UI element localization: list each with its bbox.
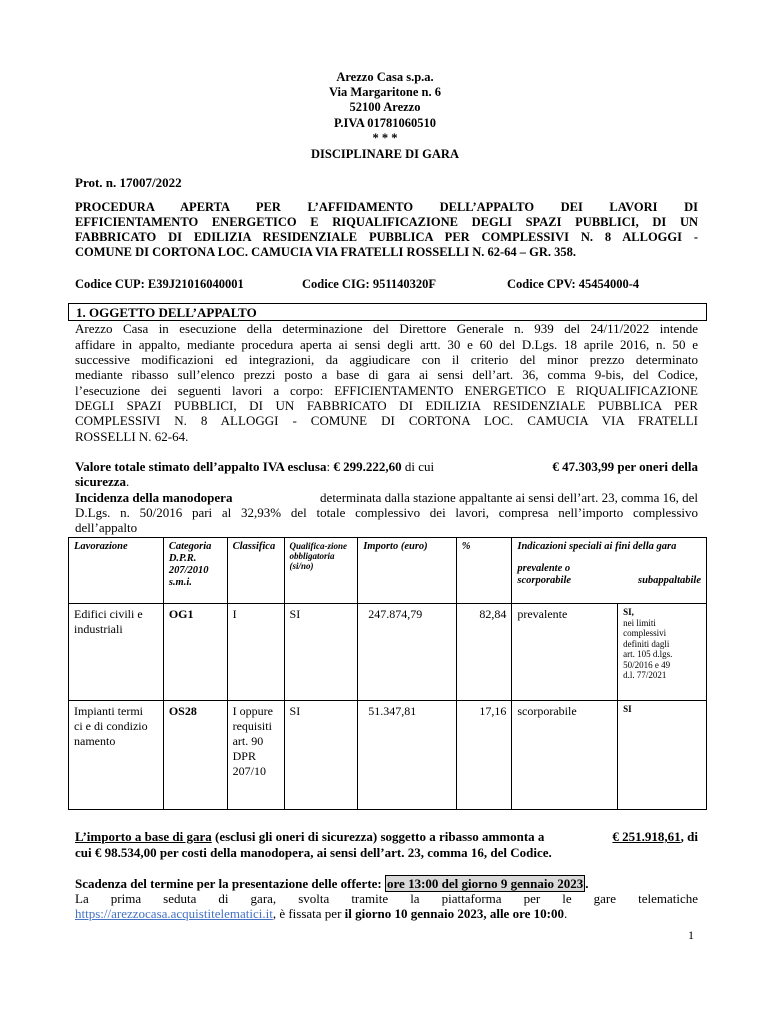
valore-oneri: € 47.303,99 per oneri della: [552, 459, 698, 474]
incidenza-label: Incidenza della manodopera: [75, 490, 233, 505]
body-line-8: ROSSELLI N. 62-64.: [75, 429, 189, 444]
col-qualificazione: Qualifica-zione obbligatoria (si/no): [284, 538, 358, 604]
body-line-4: mediante ribasso sull’elenco prezzi posto a base di gara ai sensi dell’art. 36, comma 9-bis, del Codice,: [75, 367, 698, 382]
row1-sub-note: nei limiti complessivi definiti dagli art. 105 d.lgs. 50/2016 e 49 d.l. 77/2021: [623, 617, 673, 680]
table-row: [69, 604, 707, 701]
row2-sub-head: SI: [623, 704, 632, 714]
row2-importo: 51.347,81: [358, 701, 456, 810]
col-classifica: Classifica: [227, 538, 284, 604]
company-name: Arezzo Casa s.p.a.: [336, 70, 434, 84]
seduta-line-1: La prima seduta di gara, svolta tramite la piattaforma per le gare telematiche: [75, 891, 698, 906]
table-header-row: [69, 538, 707, 604]
importo-line-2: cui € 98.534,00 per costi della manodopera, ai sensi dell’art. 23, comma 16, del Codice.: [75, 845, 552, 860]
row1-subappaltabile: [618, 604, 707, 701]
row1-importo: 247.874,79: [358, 604, 456, 701]
body-line-5: l’esecuzione dei seguenti lavori a corpo: EFFICIENTAMENTO ENERGETICO E RIQUALIFICAZIONE: [75, 383, 698, 398]
incidenza-line-1: [75, 490, 698, 506]
lavorazioni-table: [68, 537, 707, 810]
col-subappaltabile: subappaltabile: [637, 575, 701, 586]
row2-percent: 17,16: [456, 701, 512, 810]
row1-classifica: I: [227, 604, 284, 701]
piattaforma-link[interactable]: https://arezzocasa.acquistitelematici.it: [75, 906, 273, 921]
row1-qualificazione: SI: [284, 604, 358, 701]
code-cup: Codice CUP: E39J21016040001: [75, 277, 244, 291]
col-indicazioni-title: Indicazioni speciali ai fini della gara: [517, 541, 677, 552]
procedure-title-line-4: COMUNE DI CORTONA LOC. CAMUCIA VIA FRATELLI ROSSELLI N. 62-64 – GR. 358.: [75, 245, 577, 259]
company-city: 52100 Arezzo: [349, 100, 421, 114]
code-cig: Codice CIG: 951140320F: [302, 277, 437, 291]
valore-line: Valore totale stimato dell’appalto IVA esclusa: € 299.222,60 di cui € 47.303,99 per oneri della: [75, 459, 698, 474]
code-cpv: Codice CPV: 45454000-4: [507, 277, 640, 291]
row1-percent: 82,84: [456, 604, 512, 701]
importo-label: L’importo a base di gara: [75, 829, 212, 844]
scadenza-label: Scadenza del termine per la presentazione delle offerte: [75, 876, 378, 891]
incidenza-line-2: D.Lgs. n. 50/2016 pari al 32,93% del totale complessivo dei lavori, compresa nell’importo complessivo: [75, 505, 698, 520]
row2-classifica: I oppure requisiti art. 90 DPR 207/10: [227, 701, 284, 810]
body-line-3: successive modificazioni ed integrazioni, da aggiudicare con il criterio del minor prezzo determinato: [75, 352, 698, 367]
page-number: 1: [688, 928, 694, 942]
row2-categoria: OS28: [163, 701, 227, 810]
row1-sub-head: SI,: [623, 607, 634, 617]
row2-qualificazione: SI: [284, 701, 358, 810]
row2-tipo: scorporabile: [512, 701, 618, 810]
seduta-mid: , è fissata per: [272, 906, 342, 921]
separator-stars: * * *: [372, 131, 398, 145]
section-heading-box: [68, 303, 707, 321]
seduta-date: il giorno 10 gennaio 2023, alle ore 10:00: [344, 906, 564, 921]
body-line-7: COMPLESSIVI N. 8 ALLOGGI - COMUNE DI CORTONA LOC. CAMUCIA VIA FRATELLI: [75, 413, 698, 428]
incidenza-text-1: determinata dalla stazione appaltante ai sensi dell’art. 23, comma 16, del: [320, 490, 698, 505]
document-title: DISCIPLINARE DI GARA: [311, 147, 459, 161]
col-importo: Importo (euro): [358, 538, 456, 604]
protocol-number: Prot. n. 17007/2022: [75, 175, 182, 190]
company-street: Via Margaritone n. 6: [328, 85, 442, 99]
seduta-line-2: https://arezzocasa.acquistitelematici.it, è fissata per il giorno 10 gennaio 2023, alle ore 10:00.: [75, 906, 568, 921]
col-lavorazione: Lavorazione: [69, 538, 164, 604]
col-categoria: Categoria D.P.R. 207/2010 s.m.i.: [163, 538, 227, 604]
valore-label: Valore totale stimato dell’appalto IVA esclusa: [75, 459, 327, 474]
row1-tipo: prevalente: [512, 604, 618, 701]
importo-mid: (esclusi gli oneri di sicurezza) soggetto a ribasso ammonta a: [215, 829, 545, 844]
valore-mid: di cui: [404, 459, 435, 474]
col-indicazioni: [512, 538, 707, 604]
col-prevalente: prevalente o scorporabile: [517, 563, 572, 586]
importo-amount: € 251.918,61: [612, 829, 681, 844]
document-page: Arezzo Casa s.p.a. Via Margaritone n. 6 52100 Arezzo P.IVA 01781060510 * * * DISCIPLINARE DI GARA Prot. n. 17007/2022 PROCEDURA APERTA PER L’AFFIDAMENTO DELL’APPALTO DEI LAVORI DI EFFICIENTAMENTO ENERGETICO E RIQUALIFICAZIONE DEGLI SPAZI PUBBLICI, DI UN FABBRICATO DI EDILIZIA RESIDENZIALE PUBBLICA PER COMPLESSIVI N. 8 ALLOGGI - COMUNE DI CORTONA LOC. CAMUCIA VIA FRATELLI ROSSELLI N. 62-64 – GR. 358. Codice CUP: E39J21016040001 Codice CIG: 951140320F Codice CPV: 45454000-4 1. OGGETTO DELL’APPALTO Arezzo Casa in esecuzione della determinazione del Direttore Generale n. 939 del 24/11/2022 intende affidare in appalto, mediante procedura aperta ai sensi degli artt. 30 e 60 del D.Lgs. 18 aprile 2016, n. 50 e successive modificazioni ed integrazioni, da aggiudicare con il criterio del minor prezzo determinato mediante ribasso sull’elenco prezzi posto a base di gara ai sensi dell’art. 36, comma 9-bis, del Codice, l’esecuzione dei seguenti lavori a corpo: EFFICIENTAMENTO ENERGETICO E RIQUALIFICAZIONE DEGLI SPAZI PUBBLICI, DI UN FABBRICATO DI EDILIZIA RESIDENZIALE PUBBLICA PER COMPLESSIVI N. 8 ALLOGGI - COMUNE DI CORTONA LOC. CAMUCIA VIA FRATELLI ROSSELLI N. 62-64. Valore totale stimato dell’appalto IVA esclusa: € 299.222,60 di cui € 47.303,99 per oneri della sicurezza. Incidenza della manodopera determinata dalla stazione appaltante ai sensi dell’art. 23, comma 16, del D.Lgs. n. 50/2016 pari al 32,93% del totale complessivo dei lavori, compresa nell’importo complessivo dell’appalto Lavorazione Categoria D.P.R. 207/2010 s.m.i. Classifica Qualifica-zione obbligatoria (si/no) Importo (euro) % Indicazioni speciali ai fini della gara prevalente o scorporabile subappaltabile Edifici civili e industriali OG1 I SI 247.874,79 82,84 prevalente SI, nei limiti complessivi definiti dagli art. 105 d.lgs. 50/2016 e 49 d.l. 77/2021 Impianti termici e di condizionamento OS28 I oppure requisiti art. 90 DPR 207/10 SI 51.347,81 17,16 scorporabile SI L’importo a base di gara (esclusi gli oneri di sicurezza) soggetto a ribasso ammonta a € 251.918,61, di cui € 98.534,00 per costi della manodopera, ai sensi dell’art. 23, comma 16, del Codice. Scadenza del termine per la presentazione delle offerte: ore 13:00 del giorno 9 gennaio 2023 . La prima seduta di gara, svolta tramite la piattaforma per le gare telematiche https://arezzocasa.acquistitelematici.it, è fissata per il giorno 10 gennaio 2023, alle ore 10:00. 1: [0, 0, 770, 1024]
section-heading: 1. OGGETTO DELL’APPALTO: [76, 305, 257, 320]
procedure-title-line-2: EFFICIENTAMENTO ENERGETICO E RIQUALIFICAZIONE DEGLI SPAZI PUBBLICI, DI UN: [75, 215, 698, 229]
incidenza-line-3: dell’appalto: [75, 520, 138, 535]
col-percent: %: [456, 538, 512, 604]
body-line-6: DEGLI SPAZI PUBBLICI, DI UN FABBRICATO DI EDILIZIA RESIDENZIALE PUBBLICA PER: [75, 398, 698, 413]
body-line-2: affidare in appalto, mediante procedura aperta ai sensi degli artt. 30 e 60 del D.Lgs. 18 aprile 2016, n. 50 e: [75, 337, 698, 352]
row2-subappaltabile: [618, 701, 707, 810]
body-line-1: Arezzo Casa in esecuzione della determinazione del Direttore Generale n. 939 del 24/11/2022 intende: [75, 321, 698, 336]
row1-categoria: OG1: [163, 604, 227, 701]
valore-amount: € 299.222,60: [333, 459, 402, 474]
table-row: [69, 701, 707, 810]
scadenza-value: ore 13:00 del giorno 9 gennaio 2023: [387, 876, 584, 891]
valore-oneri-end: sicurezza: [75, 474, 127, 489]
row2-lavorazione: Impianti termici e di condizionamento: [69, 701, 164, 810]
procedure-title-line-3: FABBRICATO DI EDILIZIA RESIDENZIALE PUBBLICA PER COMPLESSIVI N. 8 ALLOGGI -: [75, 230, 698, 244]
row1-lavorazione: Edifici civili e industriali: [69, 604, 164, 701]
procedure-title-line-1: PROCEDURA APERTA PER L’AFFIDAMENTO DELL’APPALTO DEI LAVORI DI: [75, 200, 698, 214]
importo-line-1: L’importo a base di gara (esclusi gli oneri di sicurezza) soggetto a ribasso ammonta a € 251.918,61, di: [75, 829, 698, 844]
scadenza-line: Scadenza del termine per la presentazione delle offerte: ore 13:00 del giorno 9 gennaio 2023 .: [75, 876, 589, 891]
company-vat: P.IVA 01781060510: [333, 116, 437, 130]
